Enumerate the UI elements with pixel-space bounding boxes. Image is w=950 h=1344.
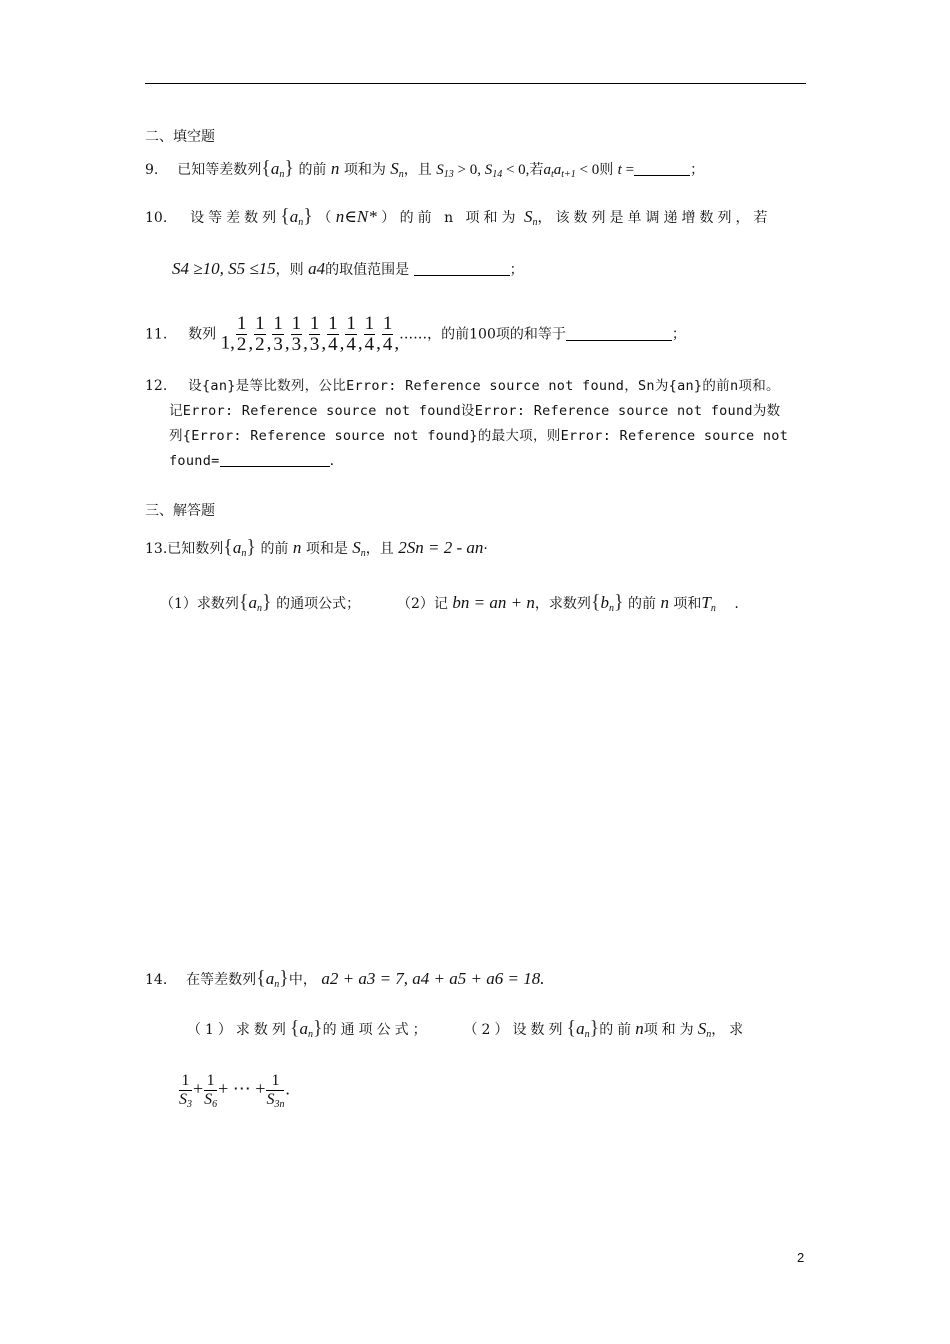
sequence-symbol-b: $\{b_n\}$	[590, 591, 624, 614]
question-number: 13.	[145, 541, 168, 557]
question-text: ，且	[403, 162, 432, 178]
part-1-text: 的通项公式；	[322, 1022, 431, 1038]
comma: ,	[357, 332, 363, 354]
fraction-term: $\frac{1}{4}$	[346, 313, 356, 355]
part-2-text: ，求	[711, 1022, 748, 1038]
question-text: 的取值范围是	[325, 262, 410, 278]
question-text-line: found=	[169, 453, 220, 469]
question-11	[145, 314, 686, 355]
math-Tn: $T_n$	[701, 593, 716, 614]
sequence-fractions	[235, 313, 400, 355]
condition-S13-S14: $S_{13} > 0$, $S_{14} < 0$,	[436, 162, 530, 180]
question-14-sum: $\frac{1}{S_3}$ + $\frac{1}{S_6}$ + ⋯ + $\frac{1}{S_{3n}}$ .	[179, 1072, 290, 1110]
question-text: 中，	[288, 972, 317, 988]
question-14-parts	[187, 1018, 807, 1040]
fraction-1-S3: $\frac{1}{S_3}$	[179, 1072, 192, 1110]
question-10	[145, 206, 806, 228]
equation-a2-a3: a2 + a3 = 7, a4 + a5 + a6 = 18.	[321, 969, 545, 988]
part-2-text: 的前	[599, 1022, 636, 1038]
sequence-symbol: $\{a_n\}$	[280, 205, 313, 228]
question-text: 设等差数列	[190, 210, 281, 226]
question-text: ，且	[365, 541, 394, 557]
math-n: n	[635, 1019, 644, 1038]
question-12-line4	[169, 451, 334, 471]
question-9	[145, 158, 704, 180]
math-n: n	[292, 538, 302, 557]
question-text: ，则	[275, 262, 304, 278]
sequence-symbol: $\{a_n\}$	[261, 157, 294, 180]
comma: ,	[303, 332, 308, 354]
part-2-text: （2）设数列	[463, 1022, 567, 1038]
condition-S4-S5: S4 ≥10, S5 ≤15	[172, 259, 276, 278]
comma: ,	[248, 332, 254, 354]
punctuation: ；	[671, 326, 686, 343]
sequence-first-term: 1,	[220, 332, 235, 354]
math-Sn: $S_n$	[697, 1019, 712, 1040]
question-number: 9.	[145, 162, 159, 178]
question-text: 则	[599, 162, 614, 178]
question-text: ，该数列是单调递增数列，若	[537, 210, 772, 226]
math-Sn: $S_n$	[352, 538, 366, 559]
fraction-1-S3n: $\frac{1}{S_{3n}}$	[266, 1072, 285, 1110]
question-text: 数列	[188, 326, 217, 343]
question-text-line: 设{an}是等比数列，公比Error: Reference source not found，Sn为{an}的前n项和。	[188, 378, 780, 394]
math-Sn: $S_n$	[524, 207, 538, 228]
question-text: 已知数列	[167, 541, 224, 557]
fraction-term: $\frac{1}{4}$	[364, 313, 375, 355]
punctuation: .	[285, 1079, 290, 1099]
sequence-symbol: $\{a_n\}$	[238, 591, 272, 614]
answer-blank[interactable]	[566, 326, 672, 341]
question-12	[145, 376, 780, 396]
comma: ,	[321, 332, 327, 354]
question-text: 已知等差数列	[177, 162, 262, 178]
equation-bn: bn = an + n	[452, 593, 535, 612]
sequence-symbol: $\{a_n\}$	[289, 1017, 323, 1040]
fraction-term: $\frac{1}{3}$	[309, 313, 320, 355]
fraction-term: $\frac{1}{3}$	[273, 313, 283, 355]
punctuation: .	[734, 596, 739, 612]
answer-blank[interactable]	[220, 452, 330, 467]
question-number: 10.	[145, 210, 168, 226]
part-2-text: （2）记	[397, 596, 448, 612]
punctuation: （	[317, 210, 332, 226]
math-t: t =	[617, 162, 635, 178]
math-a4: a4	[308, 259, 326, 278]
question-text: 项和是	[305, 541, 348, 557]
fraction-term: $\frac{1}{4}$	[382, 313, 393, 355]
question-text-line: 列{Error: Reference source not found}的最大项，则Error: Reference source not	[169, 428, 789, 444]
question-13	[145, 537, 488, 559]
equation-2Sn: 2Sn = 2 - an	[398, 538, 484, 557]
punctuation: ）	[381, 210, 396, 226]
part-2-text: 项和为	[643, 1022, 698, 1038]
question-12-line3	[169, 426, 788, 446]
question-13-parts	[160, 592, 739, 614]
question-text: ……，的前100项的和等于	[399, 326, 566, 343]
comma: ,	[339, 332, 345, 354]
punctuation: ；	[509, 262, 524, 278]
question-text: 在等差数列	[186, 972, 257, 988]
math-n-in-N: n∈N*	[335, 207, 377, 226]
page-number: 2	[797, 1250, 805, 1265]
section-title-text: 三、解答题	[145, 503, 215, 519]
sequence-symbol: $\{a_n\}$	[223, 536, 256, 559]
answer-blank[interactable]	[634, 161, 690, 176]
part-2-text: 的前	[628, 596, 656, 612]
fraction-term: $\frac{1}{4}$	[328, 313, 338, 355]
fraction-term: $\frac{1}{2}$	[236, 313, 247, 355]
question-text: 项和为	[343, 162, 386, 178]
question-number: 11.	[145, 326, 168, 343]
math-n: n	[330, 159, 340, 178]
question-text: 的前 n 项和为	[399, 210, 520, 226]
fraction-1-S6: $\frac{1}{S_6}$	[204, 1072, 218, 1110]
section-title-text: 二、填空题	[145, 129, 215, 145]
question-12-line2	[169, 401, 780, 421]
sequence-symbol: $\{a_n\}$	[256, 967, 289, 990]
math-n: n	[660, 593, 669, 612]
part-2-text: 项和	[673, 596, 702, 612]
comma: ,	[376, 332, 381, 354]
section-title-solve	[145, 501, 215, 521]
question-text: 的前	[298, 162, 327, 178]
question-text: 的前	[260, 541, 289, 557]
comma: ,	[266, 332, 272, 354]
header-rule	[145, 83, 806, 84]
part-1-text: （1）求数列	[160, 596, 239, 612]
question-text: 若	[529, 162, 544, 178]
fraction-term: $\frac{1}{2}$	[255, 313, 265, 355]
condition-at-at1: $a_ta_{t+1} < 0$	[543, 162, 600, 180]
question-number: 12.	[145, 378, 168, 394]
question-text-line: 记Error: Reference source not found设Error: Reference source not found为数	[169, 403, 781, 419]
section-title-fill-in	[145, 127, 215, 147]
part-1-text: 的通项公式；	[276, 596, 361, 612]
part-1-text: （1）求数列	[187, 1022, 290, 1038]
fraction-term: $\frac{1}{3}$	[291, 313, 302, 355]
punctuation: .	[329, 453, 335, 469]
sequence-symbol: $\{a_n\}$	[566, 1017, 600, 1040]
question-number: 14.	[145, 972, 168, 988]
question-14	[145, 968, 544, 990]
punctuation: ·	[483, 541, 488, 557]
answer-blank[interactable]	[414, 261, 510, 276]
part-2-text: ，求数列	[534, 596, 591, 612]
question-10-line2	[172, 259, 524, 280]
math-Sn: $S_n$	[390, 159, 404, 180]
punctuation: ；	[690, 162, 705, 178]
comma: ,	[394, 332, 400, 354]
comma: ,	[284, 332, 290, 354]
